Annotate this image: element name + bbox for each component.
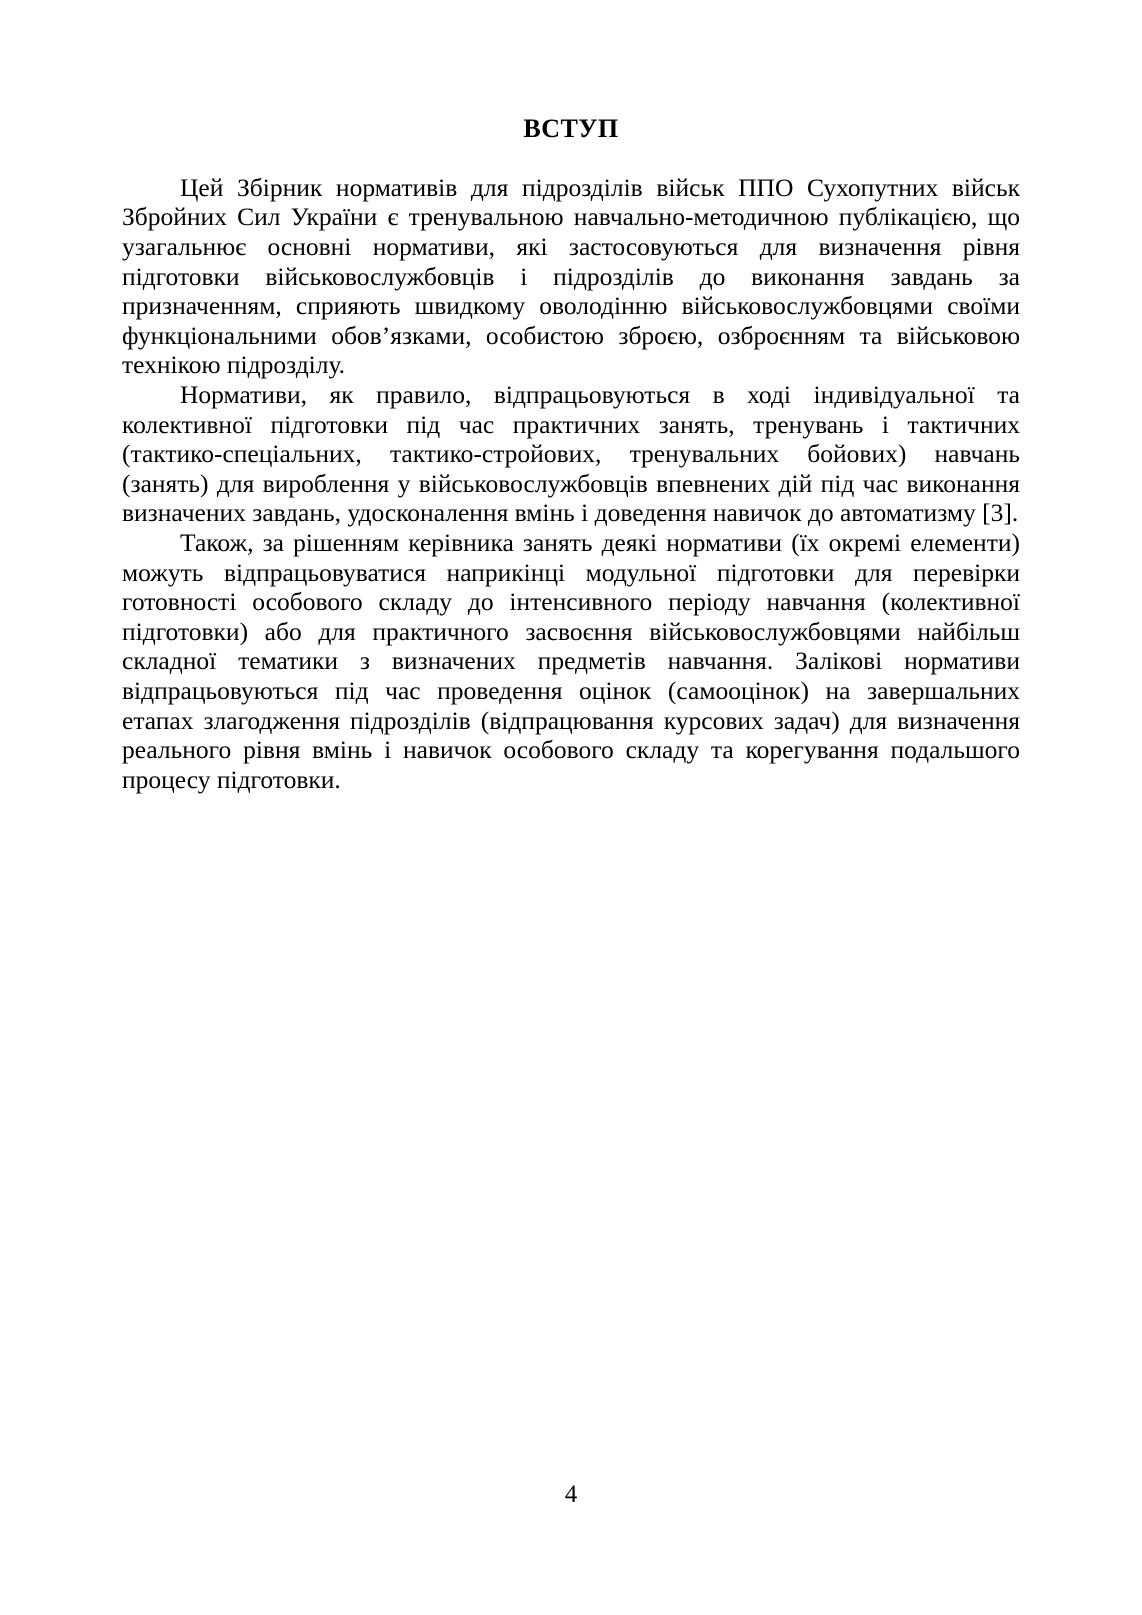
- page-title: ВСТУП: [523, 114, 619, 143]
- page-content: [122, 0, 1020, 794]
- page-number: 4: [564, 1481, 578, 1508]
- body-paragraph: Нормативи, як правило, відпрацьовуються в ході індивідуальної та колективної підготовки під час практичних занять, тренувань і тактичних (тактико-спеціальних, тактико-стройових, тренувальних бойових) навчань (занять) для вироблення у військовослужбовців впевнених дій під час виконання визначених завдань, удосконалення вмінь і доведення навичок до автоматизму [3].: [122, 380, 1020, 528]
- body-paragraph: Також, за рішенням керівника занять деякі нормативи (їх окремі елементи) можуть відпрацьовуватися наприкінці модульної підготовки для перевірки готовності особового складу до інтенсивного періоду навчання (колективної підготовки) або для практичного засвоєння військовослужбовцями найбільш складної тематики з визначених предметів навчання. Залікові нормативи відпрацьовуються під час проведення оцінок (самооцінок) на завершальних етапах злагодження підрозділів (відпрацювання курсових задач) для визначення реального рівня вмінь і навичок особового складу та корегування подальшого процесу підготовки.: [122, 528, 1020, 794]
- body-paragraph: Цей Збірник нормативів для підрозділів військ ППО Сухопутних військ Збройних Сил України є тренувальною навчально-методичною публікацією, що узагальнює основні нормативи, які застосовуються для визначення рівня підготовки військовослужбовців і підрозділів до виконання завдань за призначенням, сприяють швидкому оволодінню військовослужбовцями своїми функціональними обов’язками, особистою зброєю, озброєнням та військовою технікою підрозділу.: [122, 172, 1020, 380]
